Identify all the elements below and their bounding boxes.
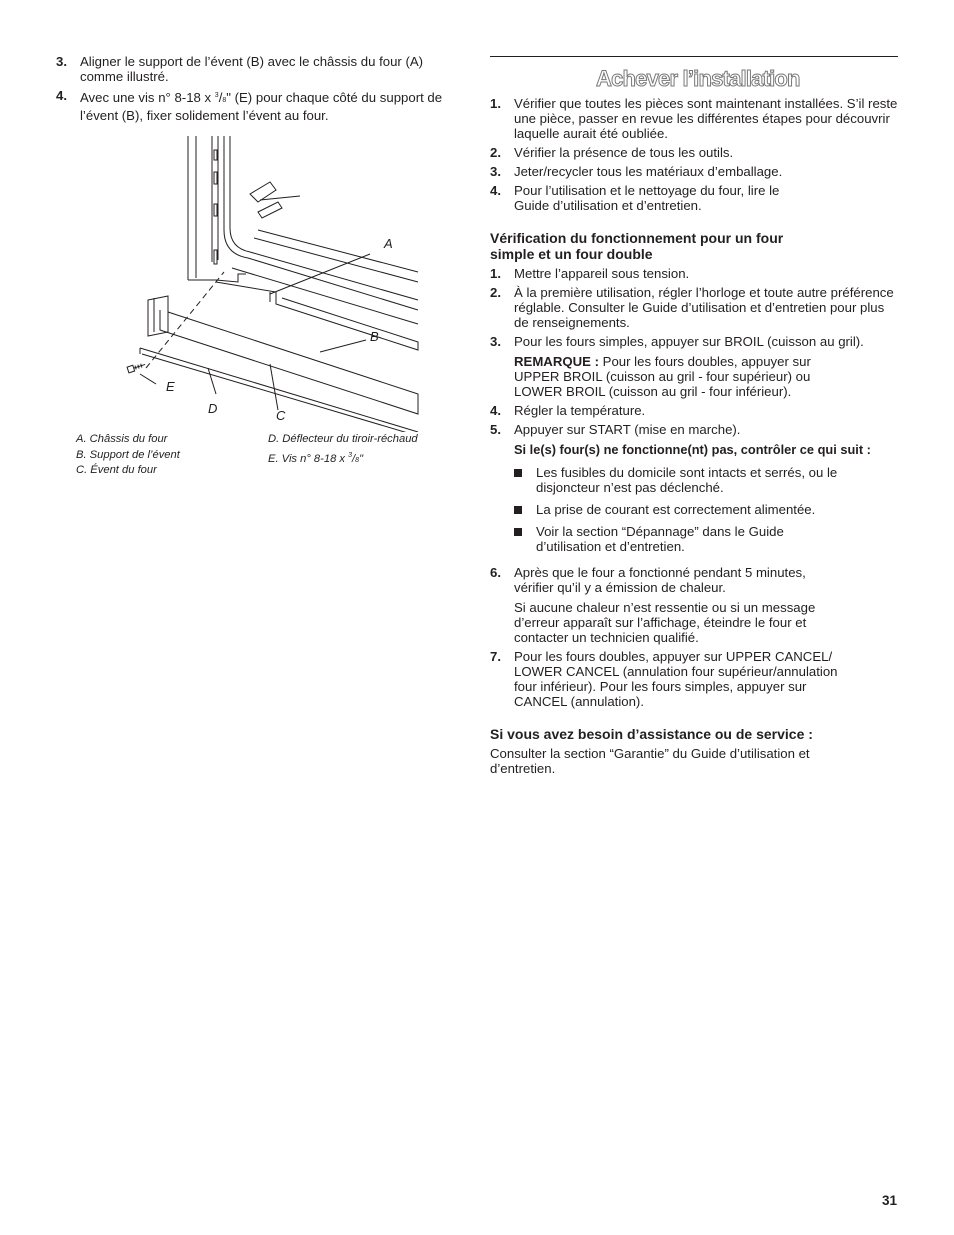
note: [514, 354, 898, 399]
step-text: Vérifier que toutes les pièces sont maintenant installées. S’il reste une pièce, passer en revue les différentes étapes pour découvrir laquelle aurait été oubliée.: [514, 96, 898, 141]
step-number: 7.: [490, 649, 501, 664]
caption-e-text: E. Vis n° 8-18 x: [268, 452, 349, 465]
step-text: À la première utilisation, régler l’horloge et toute autre préférence réglable. Consulter le Guide d’utilisation et d’entretien pour plus de renseignements.: [514, 285, 894, 330]
step-number: 1.: [490, 96, 501, 111]
step-text-pre: Avec une vis n° 8-18 x: [80, 90, 215, 105]
check-heading: Vérification du fonctionnement pour un four simple et un four double: [490, 230, 784, 262]
figure-legend-left: [76, 432, 180, 479]
list-item: [514, 524, 898, 554]
step-text: Aligner le support de l’évent (B) avec le châssis du four (A) comme illustré.: [80, 54, 424, 84]
step-number: 3.: [56, 54, 67, 69]
label-e: E: [166, 379, 175, 394]
bullet-square-icon: [514, 506, 522, 514]
check-step-2: [490, 285, 898, 330]
vent-installation-figure: [120, 132, 420, 432]
step-number: 4.: [490, 183, 501, 198]
section-title: Achever l’installation: [596, 66, 800, 91]
list-item: [514, 465, 898, 495]
step-text: Régler la température.: [514, 403, 646, 418]
step-body: [514, 565, 898, 645]
figure-legend-right: [268, 432, 418, 468]
list-item-text: Voir la section “Dépannage” dans le Guide d’utilisation et d’entretien.: [536, 524, 784, 554]
bullet-square-icon: [514, 528, 522, 536]
finish-step-1: [490, 96, 898, 141]
step-text: Pour les fours doubles, appuyer sur UPPER CANCEL/ LOWER CANCEL (annulation four supérieur/annulation four inférieur). Pour les fours simples, appuyer sur CANCEL (annulation).: [514, 649, 838, 709]
label-b: B: [370, 329, 379, 344]
service-heading: Si vous avez besoin d’assistance ou de service :: [490, 726, 813, 742]
service-text: Consulter la section “Garantie” du Guide d’utilisation et d’entretien.: [490, 746, 810, 776]
step-number: 6.: [490, 565, 501, 580]
caption-a: A. Châssis du four: [76, 433, 168, 445]
list-item: [514, 502, 898, 517]
finish-step-3: [490, 164, 898, 179]
step-text: Appuyer sur START (mise en marche).: [514, 422, 741, 437]
check-step-1: [490, 266, 898, 281]
label-c: C: [276, 408, 286, 423]
note-label: REMARQUE :: [514, 354, 599, 369]
bullet-square-icon: [514, 469, 522, 477]
step-text: Mettre l’appareil sous tension.: [514, 266, 690, 281]
left-column: [56, 54, 456, 127]
step-text: Après que le four a fonctionné pendant 5 minutes, vérifier qu’il y a émission de chaleur.: [514, 565, 806, 595]
check-step-7: [490, 649, 898, 709]
step-number: 2.: [490, 145, 501, 160]
step-number: 4.: [490, 403, 501, 418]
fraction-numerator: 3: [214, 92, 219, 99]
caption-e-inch: ": [359, 452, 364, 465]
caption-c: C. Évent du four: [76, 464, 157, 476]
troubleshoot-line: Si le(s) four(s) ne fonctionne(nt) pas, contrôler ce qui suit :: [514, 442, 871, 457]
finish-step-4: [490, 183, 898, 213]
step-3-align: [56, 54, 456, 84]
fraction-denominator: 8: [355, 456, 360, 464]
troubleshoot-list: [514, 465, 898, 554]
note-text: Pour les fours doubles, appuyer sur UPPER BROIL (cuisson au gril - four supérieur) ou LOWER BROIL (cuisson au gril - four inférieur).: [514, 354, 811, 399]
step-body: [514, 422, 898, 561]
label-d: D: [208, 401, 218, 416]
step-number: 2.: [490, 285, 501, 300]
step-4-screw: [56, 88, 456, 123]
caption-e: E. Vis n° 8-18 x $^3$/8": [268, 451, 364, 465]
section-divider: [490, 56, 898, 57]
page-number: 31: [882, 1193, 898, 1208]
fraction-denominator: 8: [222, 97, 227, 104]
fraction-numerator: 3: [348, 451, 353, 459]
step-number: 4.: [56, 88, 67, 103]
step-text: Pour les fours simples, appuyer sur BROIL (cuisson au gril).: [514, 334, 864, 349]
step-text: Avec une vis n° 8-18 x $^3$/8" (E) pour chaque côté du support de l’évent (B), fixer solidement l’évent au four.: [80, 90, 443, 123]
oven-vent-diagram: [120, 132, 420, 432]
step-extra: Si aucune chaleur n’est ressentie ou si un message d’erreur apparaît sur l’affichage, éteindre le four et contacter un technicien qualifié.: [514, 600, 816, 645]
step-text: Vérifier la présence de tous les outils.: [514, 145, 734, 160]
right-column: [490, 56, 898, 776]
finish-step-2: [490, 145, 898, 160]
label-a: A: [384, 236, 393, 251]
step-number: 5.: [490, 422, 501, 437]
caption-d: D. Déflecteur du tiroir-réchaud: [268, 433, 418, 445]
check-step-4: [490, 403, 898, 418]
step-body: [514, 334, 898, 399]
list-item-text: La prise de courant est correctement alimentée.: [536, 502, 816, 517]
check-step-3: [490, 334, 898, 399]
step-number: 3.: [490, 334, 501, 349]
step-text-post: " (E) pour chaque côté du support de l’évent (B), fixer solidement l’évent au four.: [80, 90, 443, 123]
step-number: 3.: [490, 164, 501, 179]
caption-b: B. Support de l’évent: [76, 448, 180, 461]
step-number: 1.: [490, 266, 501, 281]
check-step-6: [490, 565, 898, 645]
step-text: Jeter/recycler tous les matériaux d’emballage.: [514, 164, 783, 179]
list-item-text: Les fusibles du domicile sont intacts et serrés, ou le disjoncteur n’est pas déclenché.: [536, 465, 838, 495]
screw-e: [127, 362, 146, 373]
check-step-5: [490, 422, 898, 561]
step-text: Pour l’utilisation et le nettoyage du four, lire le Guide d’utilisation et d’entretien.: [514, 183, 780, 213]
